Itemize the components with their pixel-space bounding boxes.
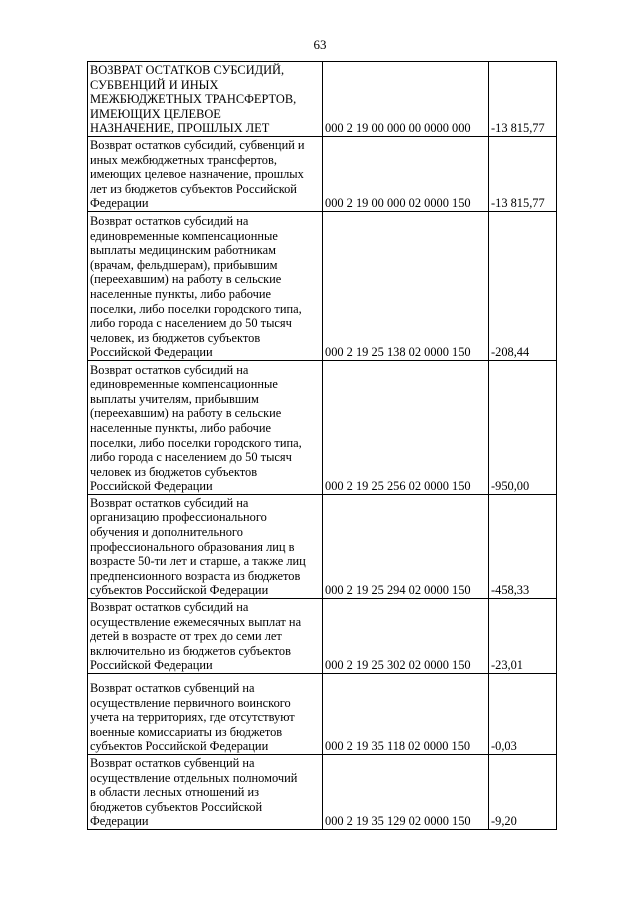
row-amount: -13 815,77 — [491, 121, 545, 136]
row-code-cell — [323, 755, 489, 830]
table-row — [88, 599, 557, 674]
row-name-cell — [88, 361, 323, 495]
row-code: 000 2 19 00 000 00 0000 000 — [325, 121, 471, 136]
row-name: Возврат остатков субсидий на единовременные компенсационные выплаты учителям, прибывшим (переехавшим) на работу в сельские населенные пункты, либо рабочие поселки, либо поселки городского типа, либо города с населением до 50 тысяч человек из бюджетов субъектов Российской Федерации — [90, 362, 302, 494]
row-amount: -950,00 — [491, 479, 530, 494]
row-name: ВОЗВРАТ ОСТАТКОВ СУБСИДИЙ, СУБВЕНЦИЙ И ИНЫХ МЕЖБЮДЖЕТНЫХ ТРАНСФЕРТОВ, ИМЕЮЩИХ ЦЕЛЕВОЕ НАЗНАЧЕНИЕ, ПРОШЛЫХ ЛЕТ — [90, 63, 297, 136]
row-code-cell — [323, 495, 489, 599]
row-code-cell — [323, 361, 489, 495]
row-name: Возврат остатков субвенций на осуществление отдельных полномочий в области лесных отношений из бюджетов субъектов Российской Федерации — [90, 756, 298, 829]
row-amount: -0,03 — [491, 739, 517, 754]
table-row — [88, 674, 557, 755]
row-code: 000 2 19 25 256 02 0000 150 — [325, 479, 471, 494]
row-amount-cell — [489, 755, 557, 830]
row-code: 000 2 19 25 294 02 0000 150 — [325, 583, 471, 598]
row-name-cell — [88, 755, 323, 830]
row-name: Возврат остатков субсидий на единовременные компенсационные выплаты медицинским работникам (врачам, фельдшерам), прибывшим (переехавшим) на работу в сельские населенные пункты, либо рабочие поселки, либо поселки городского типа, либо города с населением до 50 тысяч человек, из бюджетов субъектов Российской Федерации — [90, 214, 302, 360]
row-code-cell — [323, 62, 489, 137]
budget-table — [87, 61, 557, 830]
row-amount-cell — [489, 495, 557, 599]
row-code-cell — [323, 674, 489, 755]
row-name: Возврат остатков субсидий, субвенций и иных межбюджетных трансфертов, имеющих целевое назначение, прошлых лет из бюджетов субъектов Российской Федерации — [90, 138, 305, 211]
row-code: 000 2 19 00 000 02 0000 150 — [325, 196, 471, 211]
table-row — [88, 755, 557, 830]
row-amount-cell — [489, 674, 557, 755]
budget-table-body — [88, 62, 557, 830]
row-name-cell — [88, 495, 323, 599]
row-code: 000 2 19 25 138 02 0000 150 — [325, 345, 471, 360]
row-name-cell — [88, 212, 323, 361]
row-amount-cell — [489, 212, 557, 361]
table-row — [88, 137, 557, 212]
row-name: Возврат остатков субсидий на осуществление ежемесячных выплат на детей в возрасте от трех до семи лет включительно из бюджетов субъектов Российской Федерации — [90, 600, 302, 673]
row-amount: -458,33 — [491, 583, 530, 598]
row-amount: -13 815,77 — [491, 196, 545, 211]
row-name: Возврат остатков субсидий на организацию профессионального обучения и дополнительного профессионального образования лиц в возрасте 50-ти лет и старше, а также лиц предпенсионного возраста из бюджетов субъектов Российской Федерации — [90, 495, 306, 598]
row-code: 000 2 19 35 118 02 0000 150 — [325, 739, 471, 754]
row-amount: -23,01 — [491, 658, 524, 673]
row-name-cell — [88, 62, 323, 137]
row-code-cell — [323, 212, 489, 361]
row-name: Возврат остатков субвенций на осуществление первичного воинского учета на территориях, где отсутствуют военные комиссариаты из бюджетов субъектов Российской Федерации — [90, 681, 295, 754]
row-code-cell — [323, 137, 489, 212]
page-number: 63 — [313, 37, 327, 52]
row-name-cell — [88, 137, 323, 212]
row-code: 000 2 19 35 129 02 0000 150 — [325, 814, 471, 829]
row-amount-cell — [489, 361, 557, 495]
row-amount: -208,44 — [491, 345, 530, 360]
row-name-cell — [88, 599, 323, 674]
table-row — [88, 495, 557, 599]
row-name-cell — [88, 674, 323, 755]
row-amount-cell — [489, 137, 557, 212]
row-code: 000 2 19 25 302 02 0000 150 — [325, 658, 471, 673]
row-amount-cell — [489, 599, 557, 674]
table-row — [88, 212, 557, 361]
table-row — [88, 62, 557, 137]
table-row — [88, 361, 557, 495]
row-amount-cell — [489, 62, 557, 137]
row-amount: -9,20 — [491, 814, 517, 829]
row-code-cell — [323, 599, 489, 674]
